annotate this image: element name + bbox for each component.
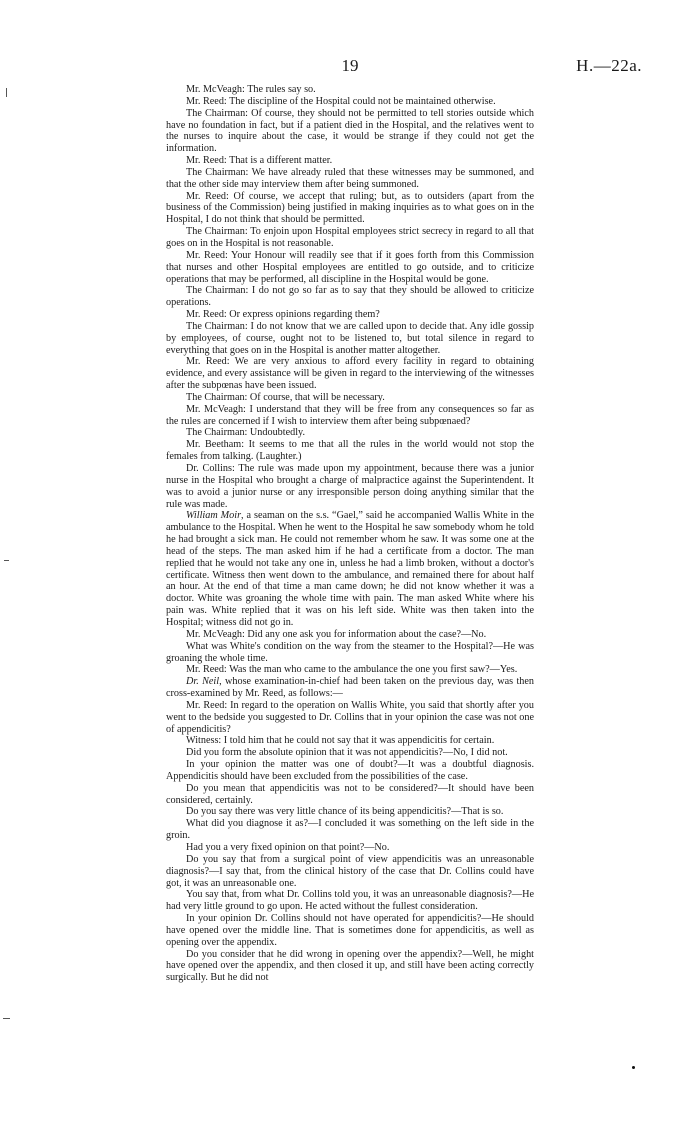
margin-mark — [632, 1066, 635, 1069]
paragraph — [166, 759, 534, 783]
paragraph — [166, 463, 534, 510]
paragraph-text: Mr. Reed: Or express opinions regarding them? — [186, 309, 380, 321]
paragraph — [166, 700, 534, 736]
paragraph-text: Do you mean that appendicitis was not to be considered?—It should have been considered, certainly. — [166, 782, 534, 806]
paragraph — [166, 641, 534, 665]
paragraph — [166, 664, 534, 676]
paragraph-text: Mr. Reed: Your Honour will readily see that if it goes forth from this Commission that nurses and other Hospital employees are entitled to go outside, and to criticize operations that may be performed, all discipline in the Hospital would be gone. — [166, 249, 534, 285]
paragraph-text: What did you diagnose it as?—I concluded it was something on the left side in the groin. — [166, 818, 534, 842]
paragraph-text: Mr. Beetham: It seems to me that all the rules in the world would not stop the females from talking. (Laughter.) — [166, 439, 534, 463]
paragraph-text: Mr. Reed: We are very anxious to afford every facility in regard to obtaining evidence, and every assistance will be given in regard to the interviewing of the witnesses after the subpœnas have been issued. — [166, 356, 534, 392]
paragraph — [166, 842, 534, 854]
paragraph-text: Mr. Reed: Of course, we accept that ruling; but, as to outsiders (apart from the business of the Commission) being justified in making inquiries as to what goes on in the Hospital, I do not think that should be permitted. — [166, 190, 534, 226]
document-reference: H.—22a. — [576, 56, 642, 75]
margin-mark — [6, 88, 7, 97]
paragraph-text: The Chairman: I do not know that we are called upon to decide that. Any idle gossip by employees, of course, ought not to be listened to, but total silence in regard to everything that goes on in the Hospital is another matter altogether. — [166, 320, 534, 356]
paragraph — [166, 735, 534, 747]
paragraph — [166, 155, 534, 167]
page-number: 19 — [341, 56, 359, 75]
margin-mark — [3, 1018, 10, 1019]
paragraph — [166, 783, 534, 807]
paragraph-text: Mr. Reed: In regard to the operation on Wallis White, you said that shortly after you went to the bedside you suggested to Dr. Collins that in your opinion the case was not one of appendicitis? — [166, 699, 534, 735]
paragraph-text: The Chairman: Of course, they should not be permitted to tell stories outside which have no foundation in fact, but if a patient died in the Hospital, and the relatives went to the nurses to inquire about the case, it would be strange if they could not get the information. — [166, 107, 534, 155]
paragraph-text: The Chairman: We have already ruled that these witnesses may be summoned, and that the other side may interview them after being summoned. — [166, 166, 534, 190]
paragraph — [166, 191, 534, 227]
paragraph-text: Witness: I told him that he could not say that it was appendicitis for certain. — [186, 735, 495, 747]
paragraph — [166, 510, 534, 628]
paragraph — [166, 854, 534, 890]
paragraph — [166, 167, 534, 191]
paragraph-text: Do you say that from a surgical point of view appendicitis was an unreasonable diagnosis?—I say that, from the clinical history of the case that Dr. Collins could have got, it was an unreasonable one. — [166, 853, 534, 889]
witness-name: Dr. Neil — [186, 676, 220, 688]
paragraph — [166, 108, 534, 155]
paragraph-text: The Chairman: Undoubtedly. — [186, 427, 306, 439]
paragraph — [166, 427, 534, 439]
paragraph — [166, 309, 534, 321]
paragraph-text: , a seaman on the s.s. “Gael,” said he accompanied Wallis White in the ambulance to the Hospital. When he went to the Hospital he saw somebody whom he told he had brought a sick man. He could not remember whom he saw. It was some one at the head of the steps. The man asked him if he had a certificate from a doctor. The man replied that he would not take any one in, unless he had a limb broken, without a doctor's certificate. Witness then went down to the ambulance, and remained there for about half an hour. At the end of that time a man came down; he did not know whether it was a doctor. White was groaning the whole time with pain. The man asked White where his pain was. White replied that it was on his left side. White was then taken into the Hospital; witness did not go in. — [166, 510, 534, 628]
paragraph-text: You say that, from what Dr. Collins told you, it was an unreasonable diagnosis?—He had very little ground to go upon. He acted without the fullest consideration. — [166, 889, 534, 913]
paragraph — [166, 676, 534, 700]
paragraph-text: Dr. Collins: The rule was made upon my appointment, because there was a junior nurse in the Hospital who brought a charge of malpractice against the Superintendent. It was to avoid a junior nurse or any irresponsible person doing anything similar that the rule was made. — [166, 463, 534, 510]
paragraph — [166, 818, 534, 842]
paragraph-text: The Chairman: To enjoin upon Hospital employees strict secrecy in regard to all that goes on in the Hospital is not reasonable. — [166, 226, 534, 249]
paragraph — [166, 250, 534, 286]
paragraph-text: Mr. Reed: That is a different matter. — [186, 155, 333, 167]
paragraph-text: Had you a very fixed opinion on that point?—No. — [186, 842, 390, 853]
paragraph-text: Do you say there was very little chance of its being appendicitis?—That is so. — [186, 806, 504, 818]
paragraph — [166, 747, 534, 759]
paragraph-text: Mr. Reed: Was the man who came to the ambulance the one you first saw?—Yes. — [186, 664, 518, 676]
paragraph-text: Mr. McVeagh: Did any one ask you for information about the case?—No. — [186, 628, 487, 640]
paragraph — [166, 96, 534, 108]
paragraph-text: Do you consider that he did wrong in opening over the appendix?—Well, he might have opened over the appendix, and then closed it up, and still have been acting correctly surgically. But he did not — [166, 948, 534, 984]
paragraph — [166, 356, 534, 392]
margin-mark — [4, 560, 9, 561]
paragraph-text: Mr. Reed: The discipline of the Hospital could not be maintained otherwise. — [186, 95, 496, 107]
paragraph — [166, 889, 534, 913]
paragraph — [166, 285, 534, 309]
paragraph — [166, 321, 534, 357]
paragraph — [166, 392, 534, 404]
paragraph — [166, 226, 534, 250]
paragraph — [166, 913, 534, 949]
paragraph-text: The Chairman: Of course, that will be necessary. — [186, 391, 385, 403]
paragraph-text: Did you form the absolute opinion that it was not appendicitis?—No, I did not. — [186, 747, 508, 759]
paragraph-text: In your opinion Dr. Collins should not have operated for appendicitis?—He should have opened over the middle line. That is sometimes done for appendicitis, as well as opening over the appendix. — [166, 913, 534, 948]
paragraph — [166, 404, 534, 428]
paragraph-text: Mr. McVeagh: I understand that they will be free from any consequences so far as the rules are concerned if I wish to interview them after being subpœnaed? — [166, 403, 534, 427]
paragraph — [166, 84, 534, 96]
transcript-body — [166, 84, 534, 984]
paragraph — [166, 629, 534, 641]
paragraph — [166, 949, 534, 985]
paragraph-text: The Chairman: I do not go so far as to say that they should be allowed to criticize operations. — [166, 285, 534, 309]
paragraph-text: In your opinion the matter was one of doubt?—It was a doubtful diagnosis. Appendicitis should have been excluded from the possibilities of the case. — [166, 759, 534, 782]
paragraph — [166, 439, 534, 463]
paragraph-text: What was White's condition on the way from the steamer to the Hospital?—He was groaning the whole time. — [166, 640, 534, 664]
paragraph-text: , whose examination-in-chief had been taken on the previous day, was then cross-examined by Mr. Reed, as follows:— — [166, 676, 535, 700]
paragraph-text: Mr. McVeagh: The rules say so. — [186, 84, 316, 95]
witness-name: William Moir — [186, 510, 242, 522]
paragraph — [166, 806, 534, 818]
